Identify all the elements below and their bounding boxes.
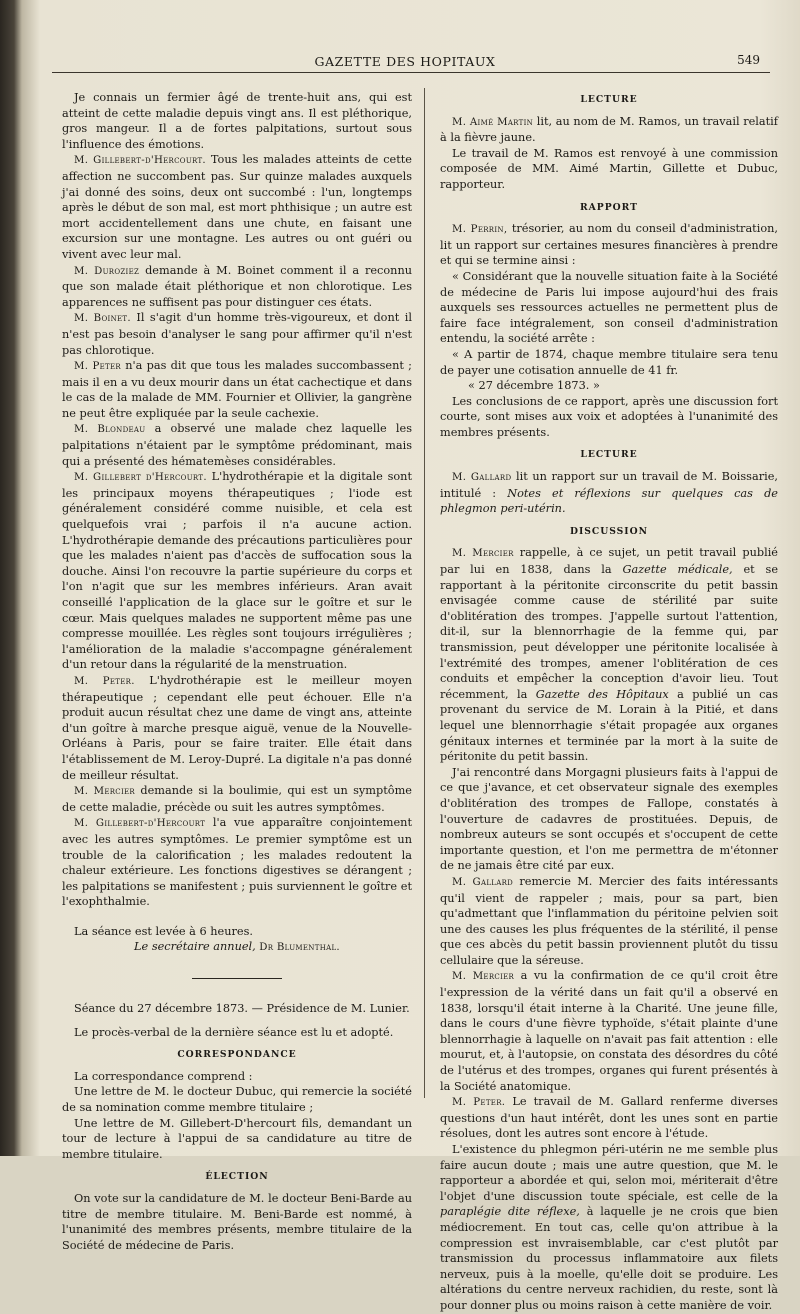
section-heading: CORRESPONDANCE — [177, 1049, 297, 1061]
section-heading: ÉLECTION — [205, 1171, 269, 1183]
paragraph: « 27 décembre 1873. » — [468, 379, 600, 393]
section-heading: LECTURE — [580, 449, 638, 461]
speaker-name: M. Mercier — [452, 971, 515, 983]
speaker-name: M. Blondeau — [74, 424, 146, 436]
paragraph: La correspondance comprend : — [74, 1069, 253, 1083]
section-heading: DISCUSSION — [570, 525, 648, 537]
paragraph: M. Gillebert d'Hercourt. L'hydrothérapie et la digitale sont les principaux moyens thérapeutiques ; l'iode est généralement considéré comme nuisible, et cela est quelquefois vrai ; parfois il n'a aucune action. L'hydrothérapie demande des précautions particulières pour que les malades n'aient pas d'accès de suffocation sous la douche. Ainsi l'on recouvre la partie supérieure du corps et l'on n'agit que sur les membres inférieurs. Aran avait conseillé l'application de la glace sur le goître et sur le cœur. Mais quelques malades ne supportent même pas une compresse mouillée. Les règles sont toujours irrégulières ; l'amélioration de la maladie s'accompagne généralement d'un retour dans la régularité de la menstruation. — [62, 470, 412, 672]
paragraph: M. Gallard remercie M. Mercier des faits intéressants qu'il vient de rappeler ; mais, pour sa part, bien qu'admettant que l'inflammation du péritoine pelvien soit une des causes les plus fréquentes de la stérilité, il pense que ces abcès du petit bassin proviennent plutôt du tissu cellulaire que la séreuse. — [440, 874, 778, 967]
paragraph: « A partir de 1874, chaque membre titulaire sera tenu de payer une cotisation annuelle de 41 fr. — [440, 347, 778, 377]
paragraph: Le procès-verbal de la dernière séance est lu et adopté. — [74, 1025, 394, 1039]
speaker-name: M. Boinet. — [74, 313, 131, 325]
paragraph: « Considérant que la nouvelle situation faite à la Société de médecine de Paris lui impose aujourd'hui des frais auxquels ses ressources actuelles ne permettent plus de faire face intégralement, son conseil d'administration entendu, la société arrête : — [440, 269, 778, 346]
paragraph: L'existence du phlegmon péri-utérin ne me semble plus faire aucun doute ; mais une autre question, que M. le rapporteur a abordée et qui, selon moi, mériterait d'être l'objet d'une discussion toute spéciale, est celle de la paraplégie dite réflexe, à laquelle je ne crois que bien médiocrement. En tout cas, celle qu'on attribue à la compression est invraisemblable, car c'est plutôt par transmission du processus inflammatoire aux filets nerveux, puis à la moelle, qu'elle doit se produire. Les altérations du centre nerveux rachidien, du reste, sont là pour donner plus ou moins raison à cette manière de voir. — [440, 1143, 778, 1312]
section-divider — [192, 978, 282, 979]
page-number: 549 — [737, 53, 760, 67]
paragraph: Une lettre de M. le docteur Dubuc, qui remercie la société de sa nomination comme membre titulaire ; — [62, 1085, 412, 1115]
section-heading: RAPPORT — [580, 201, 638, 213]
header-rule — [52, 72, 770, 73]
speaker-name: M. Duroziez — [74, 265, 140, 277]
paragraph: M. Mercier rappelle, à ce sujet, un petit travail publié par lui en 1838, dans la Gazette médicale, et se rapportant à la péritonite circonscrite du petit bassin envisagée comme cause de stérilité par suite d'oblitération des trompes. J'appelle surtout l'attention, dit-il, sur la blennorrhagie de la femme qui, par transmission, peut développer une péritonite localisée à l'extrémité des trompes, amener l'oblitération de ces conduits et empêcher la conception d'avoir lieu. Tout récemment, la Gazette des Hôpitaux a publié un cas provenant du service de M. Lorain à la Pitié, et dans lequel une blennorrhagie s'était propagée aux organes génitaux internes et terminée par la mort à la suite de péritonite du petit bassin. — [440, 546, 779, 764]
speaker-name: M. Aimé Martin — [452, 116, 534, 128]
paragraph: M. Peter n'a pas dit que tous les malades succombassent ; mais il en a vu deux mourir dans un état cachectique et dans le cas de la malade de MM. Fournier et Ollivier, la gangrène ne peut être expliquée par la seule cachexie. — [62, 359, 412, 420]
paragraph: M. Mercier a vu la confirmation de ce qu'il croit être l'expression de la vérité dans un fait qu'il a observé en 1838, lorsqu'il était interne à la Charité. Une jeune fille, dans le cours d'une fièvre typhoïde, s'était plainte d'une blennorrhagie à laquelle on n'avait pas fait attention : elle mourut, et, à l'autopsie, on constata des désordres du côté de l'utérus et des trompes, organes qui furent présentés à la Société anatomique. — [440, 969, 778, 1093]
closing-line: La séance est levée à 6 heures. — [74, 924, 253, 938]
right-column — [440, 90, 778, 1314]
speaker-name: M. Gillebert-d'Hercourt — [74, 818, 206, 830]
paragraph: M. Boinet. Il s'agit d'un homme très-vigoureux, et dont il n'est pas besoin d'analyser le sang pour affirmer qu'il n'est pas chlorotique. — [62, 311, 412, 357]
speaker-name: M. Mercier — [452, 548, 514, 560]
paragraph: Je connais un fermier âgé de trente-huit ans, qui est atteint de cette maladie depuis vingt ans. Il est pléthorique, gros mangeur. Il a de fortes palpitations, surtout sous l'influence des émotions. — [62, 91, 412, 151]
speaker-name: M. Mercier — [74, 786, 136, 798]
speaker-name: M. Perrin, — [452, 224, 508, 236]
paragraph: M. Perrin, trésorier, au nom du conseil d'administration, lit un rapport sur certaines mesures financières à prendre et qui se termine ainsi : — [440, 222, 778, 268]
paragraph: M. Gillebert-d'Hercourt l'a vue apparaître conjointement avec les autres symptômes. Le premier symptôme est un trouble de la calorification ; les malades redoutent la chaleur extérieure. Les fonctions digestives se dérangent ; les palpitations se manifestent ; puis surviennent le goître et l'exophthalmie. — [62, 816, 412, 909]
paragraph: Une lettre de M. Gillebert-D'hercourt fils, demandant un tour de lecture à l'appui de sa candidature au titre de membre titulaire. — [62, 1116, 412, 1161]
section-heading: LECTURE — [580, 94, 638, 105]
signature: Le secrétaire annuel, Dr Blumenthal. — [134, 940, 340, 954]
paragraph: M. Blondeau a observé une malade chez laquelle les palpitations n'étaient par le symptôme prédominant, mais qui a présenté des hématemèses considérables. — [62, 422, 412, 468]
page-header — [40, 52, 770, 74]
speaker-name: M. Peter. — [74, 675, 135, 687]
paragraph: Les conclusions de ce rapport, après une discussion fort courte, sont mises aux voix et adoptées à l'unanimité des membres présents. — [440, 394, 778, 439]
speaker-name: M. Peter — [74, 361, 121, 373]
session-heading: Séance du 27 décembre 1873. — Présidence de M. Lunier. — [74, 1002, 410, 1016]
paragraph: J'ai rencontré dans Morgagni plusieurs faits à l'appui de ce que j'avance, et cet observateur signale des exemples d'oblitération des trompes de Fallope, constatés à l'ouverture de cadavres de prostituées. Depuis, de nombreux auteurs se sont occupés et s'occupent de cette importante question, et l'on me permettra de m'étonner de ne jamais être cité par eux. — [440, 765, 778, 873]
paragraph: M. Mercier demande si la boulimie, qui est un symptôme de cette maladie, précède ou suit les autres symptômes. — [62, 784, 412, 814]
paragraph: M. Gillebert-d'Hercourt. Tous les malades atteints de cette affection ne succombent pas. Sur quinze malades auxquels j'ai donné des soins, deux ont succombé : l'un, longtemps après le début de son mal, est mort phthisique ; un autre est mort accidentellement dans une chute, en faisant une excursion sur une montagne. Les autres ou ont guéri ou vivent avec leur mal. — [62, 153, 412, 261]
paragraph: M. Duroziez demande à M. Boinet comment il a reconnu que son malade était pléthorique et non chlorotique. Les apparences ne suffisent pas pour distinguer ces états. — [62, 263, 412, 309]
speaker-name: M. Gillebert-d'Hercourt. — [74, 155, 206, 167]
column-divider — [424, 88, 425, 1098]
paragraph: On vote sur la candidature de M. le docteur Beni-Barde au titre de membre titulaire. M. Beni-Barde est nommé, à l'unanimité des membres présents, membre titulaire de la Société de médecine de Paris. — [62, 1192, 412, 1252]
paragraph: M. Gallard lit un rapport sur un travail de M. Boissarie, intitulé : Notes et réflexions sur quelques cas de phlegmon peri-utérin. — [440, 470, 778, 516]
paragraph: M. Peter. L'hydrothérapie est le meilleur moyen thérapeutique ; cependant elle peut échouer. Elle n'a produit aucun résultat chez une dame de vingt ans, atteinte d'un goître à marche presque aiguë, venue de la Nouvelle-Orléans à Paris, pour se faire traiter. Elle était dans l'établissement de M. Leroy-Dupré. La digitale n'a pas donné de meilleur résultat. — [62, 673, 412, 782]
speaker-name: M. Gillebert d'Hercourt. — [74, 472, 207, 484]
paragraph: M. Aimé Martin lit, au nom de M. Ramos, un travail relatif à la fièvre jaune. — [440, 114, 778, 145]
paragraph: Le travail de M. Ramos est renvoyé à une commission composée de MM. Aimé Martin, Gillette et Dubuc, rapporteur. — [440, 146, 778, 191]
running-title: GAZETTE DES HOPITAUX — [314, 54, 496, 69]
speaker-name: M. Peter. — [452, 1097, 506, 1109]
speaker-name: M. Gallard — [452, 876, 514, 888]
speaker-name: M. Gallard — [452, 472, 512, 484]
left-column — [62, 90, 412, 1253]
paragraph: M. Peter. Le travail de M. Gallard renferme diverses questions d'un haut intérêt, dont les unes sont en partie résolues, dont les autres sont encore à l'étude. — [440, 1095, 778, 1141]
